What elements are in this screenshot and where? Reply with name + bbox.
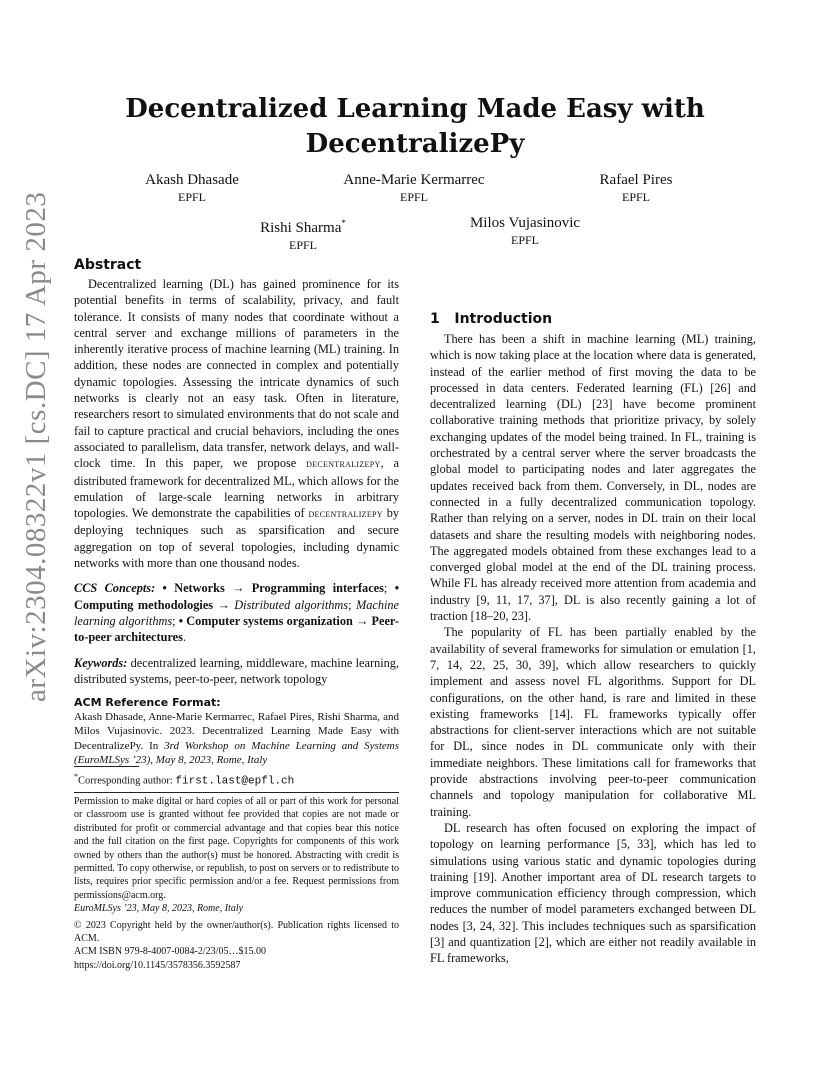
author-1	[82, 171, 302, 205]
author-affiliation: EPFL	[177, 190, 206, 204]
keywords: Keywords: decentralized learning, middleware, machine learning, distributed systems, peer-to-peer, network topology	[74, 655, 399, 686]
author-5	[415, 214, 635, 248]
author-name: Rishi Sharma	[260, 220, 342, 236]
footnote-email: first.last@epfl.ch	[175, 775, 295, 788]
title-line-1: Decentralized Learning Made Easy with	[125, 94, 705, 124]
system-name: decentralizepy	[306, 458, 381, 471]
permission-venue: EuroMLSys ’23, May 8, 2023, Rome, Italy	[74, 903, 244, 915]
footnote-rule	[74, 766, 139, 767]
author-4	[193, 214, 413, 253]
author-name: Anne-Marie Kermarrec	[343, 172, 485, 188]
permission-block	[74, 795, 399, 972]
author-name: Milos Vujasinovic	[469, 215, 581, 231]
abstract-text: Decentralized learning (DL) has gained prominence for its potential benefits in terms of scalability, privacy, and fault tolerance. It consists of many nodes that coordinate without a central server and exchange millions of parameters in the inherently iterative process of machine learning (ML) training. In addition, these nodes are connected in complex and potentially dynamic topologies. Assessing the intricate dynamics of such networks is clearly not an easy task. Often in literature, researchers resort to simulated environments that do not scale and fail to capture practical and crucial behaviors, including the ones associated to parallelism, data transfer, network delays, and wall-clock time. In this paper, we propose decentralizepy, a distributed framework for decentralized ML, which allows for the emulation of large-scale learning networks in arbitrary topologies. We demonstrate the capabilities of decentralizepy by deploying techniques such as sparsification and secure aggregation on top of several topologies, including dynamic networks with more than one thousand nodes.	[74, 277, 400, 571]
footnote: *Corresponding author: first.last@epfl.ch	[74, 772, 295, 788]
isbn-line: ACM ISBN 979-8-4007-0084-2/23/05…$15.00	[74, 946, 266, 958]
author-name: Rafael Pires	[599, 172, 673, 188]
copyright-line: © 2023 Copyright held by the owner/author(s). Publication rights licensed to ACM.	[74, 919, 399, 945]
abstract-heading: Abstract	[74, 257, 142, 273]
arxiv-identifier: arXiv:2304.08322v1 [cs.DC] 17 Apr 2023	[20, 191, 52, 702]
permission-rule	[74, 792, 399, 793]
right-column-body	[430, 304, 756, 967]
intro-paragraph-1: There has been a shift in machine learning (ML) training, which is now taking place at the location where data is generated, instead of the earlier method of first moving the data to be processed in data centers. Federated learning (FL) [26] and decentralized learning (DL) [23] have become prominent collaborative training methods that prioritize privacy, by solely exchanging updates of the model being trained. In FL, training is orchestrated by a central server where the server broadcasts the global model to participating nodes and later aggregates the updates received back from them. Conversely, in DL, nodes are connected in a fully decentralized communication topology. Rather than relying on a server, nodes in DL train on their local datasets and share the resulting models with neighboring nodes. The aggregated models obtained from these exchanges lead to a converged global model at the end of the DL training process. While FL has already received more attention from academia and industry [9, 11, 17, 37], DL is also recently gaining a lot of traction [18–20, 23].	[430, 332, 756, 624]
corresponding-mark: *	[341, 218, 346, 228]
intro-heading: 1 Introduction	[430, 311, 553, 327]
system-name: decentralizepy	[308, 508, 383, 521]
ccs-label: CCS Concepts:	[74, 581, 156, 596]
intro-paragraph-2: The popularity of FL has been partially enabled by the availability of several frameworks for simulation or emulation [1, 7, 14, 22, 25, 30, 39], which allow researchers to quickly implement and assess novel FL algorithms. Support for DL configurations, on the other hand, is rare and limited in these existing frameworks [14]. FL frameworks typically offer abstractions for client-server interactions which are not suitable for DL, since nodes in DL communicate only with their immediate neighbors. These limitations call for frameworks that provide abstractions involving peer-to-peer communication channels and topology manipulation for collaborative ML training.	[430, 625, 756, 819]
author-affiliation: EPFL	[510, 233, 539, 247]
author-name: Akash Dhasade	[145, 172, 239, 188]
author-affiliation: EPFL	[288, 238, 317, 252]
author-3	[526, 171, 746, 205]
permission-text: Permission to make digital or hard copies of all or part of this work for personal or classroom use is granted without fee provided that copies are not made or distributed for profit or commercial advantage and that copies bear this notice and the full citation on the first page. Copyrights for components of this work owned by others than the author(s) must be honored. Abstracting with credit is permitted. To copy otherwise, or republish, to post on servers or to redistribute to lists, requires prior specific permission and/or a fee. Request permissions from permissions@acm.org.	[74, 796, 399, 901]
author-affiliation: EPFL	[621, 190, 650, 204]
author-2	[304, 171, 524, 205]
paper-title	[100, 92, 730, 162]
intro-paragraph-3: DL research has often focused on exploring the impact of topology on learning performance [5, 33], which has led to simulations using various static and dynamic topologies during training [19]. Another important area of DL research targets to improve communication efficiency through compression, which reduces the number of model parameters exchanged between DL nodes [3, 24, 32]. This includes techniques such as sparsification [3] and quantization [2], which are either not readily available in FL frameworks,	[430, 820, 756, 966]
title-line-2: DecentralizePy	[305, 129, 525, 159]
left-column	[74, 256, 399, 767]
doi-line: https://doi.org/10.1145/3578356.3592587	[74, 959, 241, 971]
acm-reference-heading: ACM Reference Format:	[74, 696, 221, 710]
author-affiliation: EPFL	[399, 190, 428, 204]
keywords-label: Keywords:	[74, 655, 128, 670]
ccs-concepts: CCS Concepts: • Networks → Programming interfaces; • Computing methodologies → Distributed algorithms; Machine learning algorithms; • Computer systems organization → Peer-to-peer architectures.	[74, 581, 399, 645]
acm-reference: ACM Reference Format: Akash Dhasade, Anne-Marie Kermarrec, Rafael Pires, Rishi Sharma, and Milos Vujasinovic. 2023. Decentralized Learning Made Easy with DecentralizePy. In 3rd Workshop on Machine Learning and Systems (EuroMLSys ’23), May 8, 2023, Rome, Italy	[74, 696, 399, 766]
